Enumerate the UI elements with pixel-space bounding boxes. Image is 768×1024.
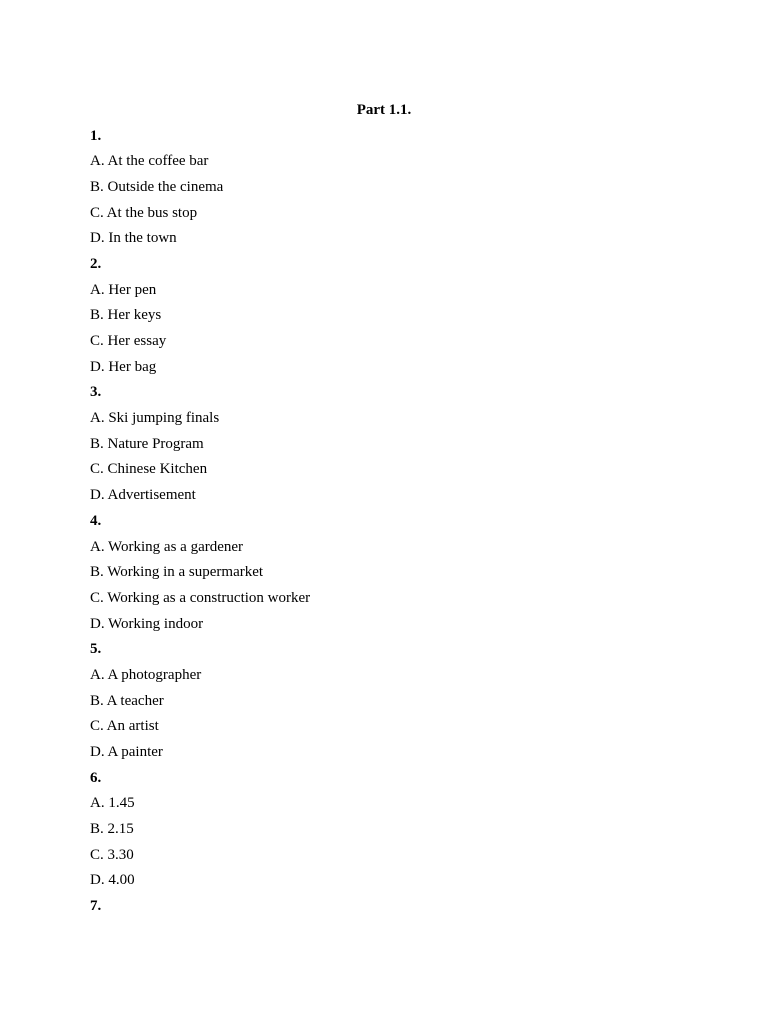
answer-option: D. Working indoor [90,615,204,632]
answer-option: B. Nature Program [90,435,204,452]
question-number: 7. [90,898,102,915]
answer-option: B. 2.15 [90,821,134,838]
answer-option: B. Outside the cinema [90,178,224,195]
question-number: 6. [90,769,102,786]
question-number: 2. [90,255,102,272]
answer-option: C. Working as a construction worker [90,589,311,606]
question-number: 1. [90,127,102,144]
answer-option: A. At the coffee bar [90,153,209,170]
answer-option: C. At the bus stop [90,204,198,221]
answer-option: C. 3.30 [90,846,134,863]
question-number: 5. [90,641,102,658]
answer-option: C. An artist [90,718,159,735]
answer-option: A. Her pen [90,281,157,298]
answer-option: A. Working as a gardener [90,538,244,555]
answer-option: D. Advertisement [90,487,196,504]
answer-option: D. 4.00 [90,872,135,889]
answer-option: A. A photographer [90,666,202,683]
answer-option: A. 1.45 [90,795,135,812]
answer-option: D. A painter [90,744,163,760]
answer-option: B. A teacher [90,692,164,709]
question-list [90,126,690,922]
answer-option: D. Her bag [90,358,157,375]
answer-option: C. Chinese Kitchen [90,461,208,478]
page-title: Part 1.1. [356,102,412,118]
answer-option: C. Her essay [90,333,167,349]
question-number: 3. [90,384,102,401]
question-number: 4. [90,512,102,529]
answer-option: A. Ski jumping finals [90,410,220,427]
answer-option: D. In the town [90,230,177,247]
answer-option: B. Her keys [90,307,162,324]
answer-option: B. Working in a supermarket [90,564,264,581]
